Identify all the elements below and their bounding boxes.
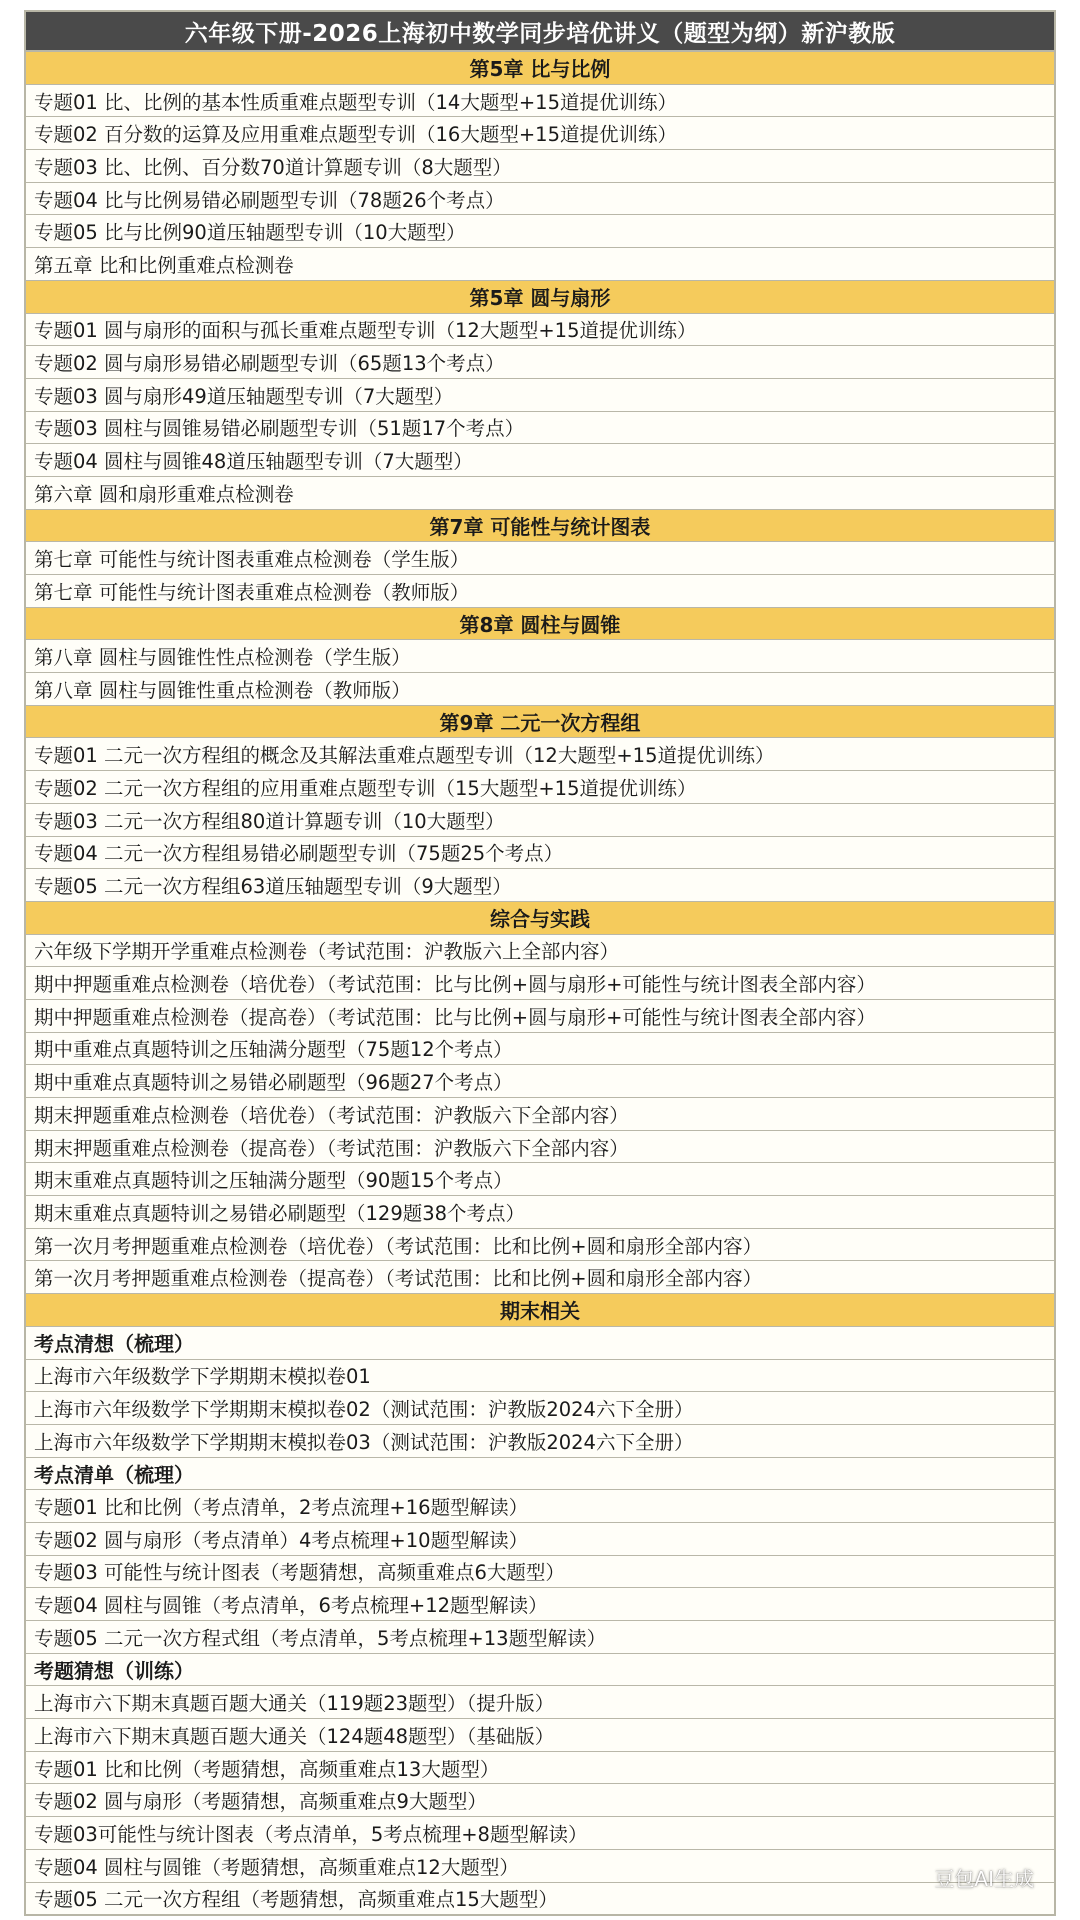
list-item: 专题01 二元一次方程组的概念及其解法重难点题型专训（12大题型+15道提优训练） bbox=[26, 738, 1054, 771]
list-item: 六年级下学期开学重难点检测卷（考试范围：沪教版六上全部内容） bbox=[26, 935, 1054, 968]
list-item: 专题02 百分数的运算及应用重难点题型专训（16大题型+15道提优训练） bbox=[26, 117, 1054, 150]
list-item: 专题03 二元一次方程组80道计算题专训（10大题型） bbox=[26, 804, 1054, 837]
list-item: 第一次月考押题重难点检测卷（提高卷）（考试范围：比和比例+圆和扇形全部内容） bbox=[26, 1261, 1054, 1294]
list-item: 上海市六年级数学下学期期末模拟卷03（测试范围：沪教版2024六下全册） bbox=[26, 1425, 1054, 1458]
list-item: 上海市六下期末真题百题大通关（124题48题型）（基础版） bbox=[26, 1719, 1054, 1752]
list-item: 专题01 比和比例（考题猜想，高频重难点13大题型） bbox=[26, 1752, 1054, 1785]
subgroup-heading: 考题猜想（训练） bbox=[26, 1654, 1054, 1687]
chapter-heading: 综合与实践 bbox=[26, 902, 1054, 935]
list-item: 专题04 二元一次方程组易错必刷题型专训（75题25个考点） bbox=[26, 837, 1054, 870]
list-item: 专题01 圆与扇形的面积与孤长重难点题型专训（12大题型+15道提优训练） bbox=[26, 314, 1054, 347]
ai-watermark: 豆包AI生成 bbox=[934, 1867, 1034, 1891]
chapter-heading: 第5章 比与比例 bbox=[26, 52, 1054, 85]
list-item: 专题04 圆柱与圆锥48道压轴题型专训（7大题型） bbox=[26, 444, 1054, 477]
chapter-heading: 第5章 圆与扇形 bbox=[26, 281, 1054, 314]
document-title: 六年级下册-2026上海初中数学同步培优讲义（题型为纲）新沪教版 bbox=[26, 12, 1054, 52]
list-item: 第八章 圆柱与圆锥性重点检测卷（教师版） bbox=[26, 673, 1054, 706]
list-item: 专题02 二元一次方程组的应用重难点题型专训（15大题型+15道提优训练） bbox=[26, 771, 1054, 804]
list-item: 专题04 圆柱与圆锥（考点清单，6考点梳理+12题型解读） bbox=[26, 1588, 1054, 1621]
list-item: 专题03 比、比例、百分数70道计算题专训（8大题型） bbox=[26, 150, 1054, 183]
list-item: 专题05 二元一次方程组63道压轴题型专训（9大题型） bbox=[26, 869, 1054, 902]
list-item: 期中重难点真题特训之易错必刷题型（96题27个考点） bbox=[26, 1065, 1054, 1098]
list-item: 期中押题重难点检测卷（提高卷）（考试范围：比与比例+圆与扇形+可能性与统计图表全部内容） bbox=[26, 1000, 1054, 1033]
list-item: 专题02 圆与扇形（考点清单）4考点梳理+10题型解读） bbox=[26, 1523, 1054, 1556]
contents-table bbox=[26, 52, 1054, 1914]
list-item: 第七章 可能性与统计图表重难点检测卷（学生版） bbox=[26, 542, 1054, 575]
document-page bbox=[24, 10, 1056, 1916]
chapter-heading: 第9章 二元一次方程组 bbox=[26, 706, 1054, 739]
list-item: 专题03 圆柱与圆锥易错必刷题型专训（51题17个考点） bbox=[26, 412, 1054, 445]
list-item: 专题01 比、比例的基本性质重难点题型专训（14大题型+15道提优训练） bbox=[26, 85, 1054, 118]
list-item: 专题04 比与比例易错必刷题型专训（78题26个考点） bbox=[26, 183, 1054, 216]
list-item: 期末重难点真题特训之压轴满分题型（90题15个考点） bbox=[26, 1163, 1054, 1196]
list-item: 期中押题重难点检测卷（培优卷）（考试范围：比与比例+圆与扇形+可能性与统计图表全部内容） bbox=[26, 967, 1054, 1000]
list-item: 第五章 比和比例重难点检测卷 bbox=[26, 248, 1054, 281]
list-item: 专题02 圆与扇形易错必刷题型专训（65题13个考点） bbox=[26, 346, 1054, 379]
list-item: 专题02 圆与扇形（考题猜想，高频重难点9大题型） bbox=[26, 1784, 1054, 1817]
list-item: 专题05 二元一次方程组（考题猜想，高频重难点15大题型） bbox=[34, 1888, 558, 1912]
list-item: 第六章 圆和扇形重难点检测卷 bbox=[26, 477, 1054, 510]
list-item: 上海市六年级数学下学期期末模拟卷02（测试范围：沪教版2024六下全册） bbox=[26, 1392, 1054, 1425]
list-item: 专题04 圆柱与圆锥（考题猜想，高频重难点12大题型） bbox=[26, 1850, 1054, 1883]
list-item: 专题03 可能性与统计图表（考题猜想，高频重难点6大题型） bbox=[26, 1556, 1054, 1589]
list-item: 上海市六下期末真题百题大通关（119题23题型）（提升版） bbox=[26, 1686, 1054, 1719]
subgroup-heading: 考点清想（梳理） bbox=[26, 1327, 1054, 1360]
list-item: 专题03 圆与扇形49道压轴题型专训（7大题型） bbox=[26, 379, 1054, 412]
list-item: 第七章 可能性与统计图表重难点检测卷（教师版） bbox=[26, 575, 1054, 608]
chapter-heading: 第7章 可能性与统计图表 bbox=[26, 510, 1054, 543]
list-item: 期末押题重难点检测卷（提高卷）（考试范围：沪教版六下全部内容） bbox=[26, 1131, 1054, 1164]
list-item: 第一次月考押题重难点检测卷（培优卷）（考试范围：比和比例+圆和扇形全部内容） bbox=[26, 1229, 1054, 1262]
list-item: 期中重难点真题特训之压轴满分题型（75题12个考点） bbox=[26, 1033, 1054, 1066]
list-item: 专题05 二元一次方程式组（考点清单，5考点梳理+13题型解读） bbox=[26, 1621, 1054, 1654]
list-item: 期末押题重难点检测卷（培优卷）（考试范围：沪教版六下全部内容） bbox=[26, 1098, 1054, 1131]
list-item: 专题03可能性与统计图表（考点清单，5考点梳理+8题型解读） bbox=[26, 1817, 1054, 1850]
chapter-heading: 期末相关 bbox=[26, 1294, 1054, 1327]
list-item: 第八章 圆柱与圆锥性性点检测卷（学生版） bbox=[26, 640, 1054, 673]
chapter-heading: 第8章 圆柱与圆锥 bbox=[26, 608, 1054, 641]
list-item: 期末重难点真题特训之易错必刷题型（129题38个考点） bbox=[26, 1196, 1054, 1229]
subgroup-heading: 考点清单（梳理） bbox=[26, 1458, 1054, 1491]
list-item: 上海市六年级数学下学期期末模拟卷01 bbox=[26, 1360, 1054, 1393]
list-item: 专题05 比与比例90道压轴题型专训（10大题型） bbox=[26, 215, 1054, 248]
list-item: 专题01 比和比例（考点清单，2考点流理+16题型解读） bbox=[26, 1490, 1054, 1523]
